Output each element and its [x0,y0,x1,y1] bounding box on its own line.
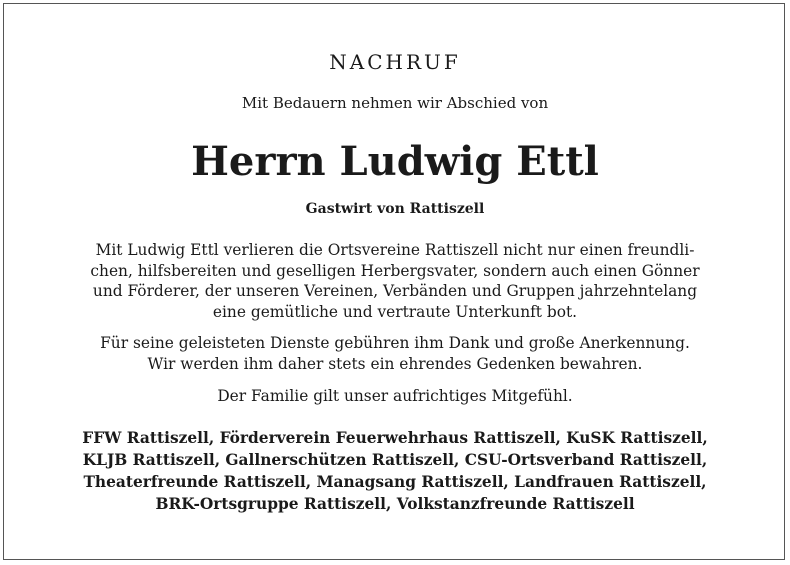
tribute-paragraph [40,240,750,322]
signers-line: BRK-Ortsgruppe Rattiszell, Volkstanzfreunde Rattiszell [155,495,635,513]
paragraph-line: und Förderer, der unseren Vereinen, Verbänden und Gruppen jahrzehntelang [92,282,698,300]
paragraph-line: Wir werden ihm daher stets ein ehrendes Gedenken bewahren. [147,354,643,373]
signers-line: KLJB Rattiszell, Gallnerschützen Rattiszell, CSU-Ortsverband Rattiszell, [82,451,708,469]
deceased-name: Herrn Ludwig Ettl [191,138,599,185]
paragraph-line: Der Familie gilt unser aufrichtiges Mitgefühl. [217,387,573,405]
paragraph-line: eine gemütliche und vertraute Unterkunft bot. [212,302,578,321]
intro-text: Mit Bedauern nehmen wir Abschied von [241,94,549,112]
paragraph-line: Mit Ludwig Ettl verlieren die Ortsvereine Rattiszell nicht nur einen freundli- [95,241,695,259]
signers-line: Theaterfreunde Rattiszell, Managsang Rattiszell, Landfrauen Rattiszell, [83,473,707,491]
gratitude-paragraph [40,333,750,374]
deceased-occupation: Gastwirt von Rattiszell [305,201,485,217]
signers-list [40,427,750,515]
signers-line: FFW Rattiszell, Förderverein Feuerwehrhaus Rattiszell, KuSK Rattiszell, [82,429,708,447]
condolence-paragraph [40,386,750,407]
paragraph-line: Für seine geleisteten Dienste gebühren ihm Dank und große Anerkennung. [100,334,690,352]
paragraph-line: chen, hilfsbereiten und geselligen Herbergsvater, sondern auch einen Gönner [90,261,700,280]
notice-heading: NACHRUF [329,50,461,74]
